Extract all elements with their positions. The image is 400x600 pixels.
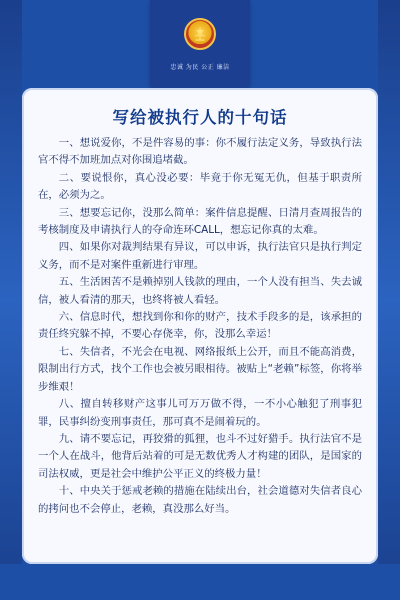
paragraph-8: 八、擅自转移财产这事儿可万万做不得，一不小心触犯了刑事犯罪，民事纠纷变刑事责任，那可真不是闹着玩的。 [38,398,362,428]
right-side-band [378,0,400,600]
paragraph-7: 七、失信者，不光会在电视、网络报纸上公开，而且不能高消费，限制出行方式，找个工作也会被另眼相待。被贴上“老赖”标签，你将举步维艰！ [38,345,362,393]
paragraph-9: 九、请不要忘记，再狡猾的狐狸，也斗不过好猎手。执行法官不是一个人在战斗，他背后站着的可是无数优秀人才构建的团队，是国家的司法权威，更是社会中维护公平正义的终极力量！ [38,432,362,480]
paragraph-6: 六、信息时代，想找到你和你的财产，技术手段多的是，该承担的责任终究躲不掉，不要心存侥幸，你，没那么幸运！ [38,311,362,341]
bottom-strip [0,564,400,600]
paragraph-2: 二、要说恨你，真心没必要：毕竟于你无冤无仇，但基于职责所在，必须为之。 [38,171,362,202]
paragraph-1: 一、想说爱你，不是件容易的事：你不履行法定义务，导致执行法官不得不加班加点对你围追堵截。 [38,137,362,167]
document-card [22,88,378,564]
court-emblem-icon [184,18,216,50]
paragraph-5: 五、生活困苦不是赖掉别人钱款的理由，一个人没有担当、失去诚信，被人看清的那天，也终将被人看轻。 [38,276,362,306]
left-side-band [0,0,22,600]
paragraph-3: 三、想要忘记你，没那么简单：案件信息提醒、日清月查周报告的考核制度及申请执行人的夺命连环CALL，想忘记你真的太难。 [38,206,362,237]
emblem-plaque [150,0,250,88]
paragraph-4: 四、如果你对裁判结果有异议，可以申诉，执行法官只是执行判定义务，而不是对案件重新进行审理。 [38,241,362,271]
document-title: 写给被执行人的十句话 [112,108,288,127]
paragraph-10: 十、中央关于惩戒老赖的措施在陆续出台，社会道德对失信者良心的拷问也不会停止，老赖，真没那么好当。 [38,485,362,515]
court-motto: 忠诚 为民 公正 廉洁 [170,64,230,71]
